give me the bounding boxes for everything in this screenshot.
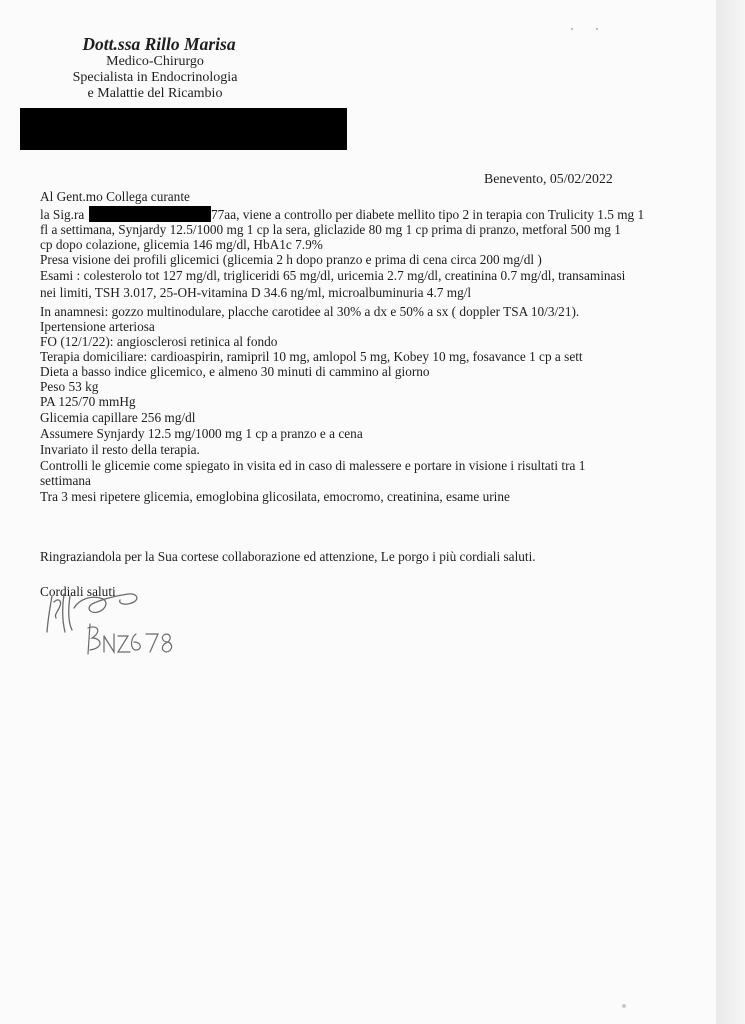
closing: Cordiali saluti — [40, 584, 116, 599]
exams-line-2: nei limiti, TSH 3.017, 25-OH-vitamina D 34.6 ng/ml, microalbuminuria 4.7 mg/l — [40, 285, 472, 300]
patient-prefix: la Sig.ra — [40, 207, 85, 222]
patient-line: 77aa, viene a controllo per diabete mellito tipo 2 in terapia con Trulicity 1.5 mg 1 — [211, 207, 645, 222]
redacted-address-block — [20, 108, 347, 150]
redacted-patient-name — [89, 206, 211, 222]
handwritten-signature — [40, 588, 220, 658]
prescription: Assumere Synjardy 12.5 mg/1000 mg 1 cp a pranzo e a cena — [40, 426, 363, 441]
fundus-exam: FO (12/1/22): angiosclerosi retinica al fondo — [40, 334, 278, 349]
capillary-glycemia: Glicemia capillare 256 mg/dl — [40, 410, 196, 425]
hypertension: Ipertensione arteriosa — [40, 319, 155, 334]
blood-pressure: PA 125/70 mmHg — [40, 394, 136, 409]
weight: Peso 53 kg — [40, 379, 99, 394]
glycemic-profiles: Presa visione dei profili glicemici (glicemia 2 h dopo pranzo e prima di cena circa 200 mg/dl ) — [40, 252, 542, 267]
controls-line-2: settimana — [40, 473, 91, 488]
doctor-specialty: Specialista in Endocrinologia — [72, 70, 238, 85]
place-date: Benevento, 05/02/2022 — [484, 171, 613, 186]
doctor-specialty-cont: e Malattie del Ricambio — [87, 86, 223, 101]
letterhead — [40, 34, 270, 102]
exams-line-1: Esami : colesterolo tot 127 mg/dl, trigliceridi 65 mg/dl, uricemia 2.7 mg/dl, creatinina 0.7 mg/dl, transaminasi — [40, 268, 626, 283]
scan-edge — [716, 0, 745, 1024]
doctor-name: Dott.ssa Rillo Marisa — [82, 34, 236, 54]
followup: Tra 3 mesi ripetere glicemia, emoglobina glicosilata, emocromo, creatinina, esame urine — [40, 489, 510, 504]
anamnesis: In anamnesi: gozzo multinodulare, placche carotidee al 30% a dx e 50% a sx ( doppler TSA 10/3/21). — [40, 304, 580, 319]
home-therapy: Terapia domiciliare: cardioaspirin, ramipril 10 mg, amlopol 5 mg, Kobey 10 mg, fosavance 1 cp a sett — [40, 349, 583, 364]
therapy-line-2: fl a settimana, Synjardy 12.5/1000 mg 1 cp la sera, gliclazide 80 mg 1 cp prima di pranzo, metforal 500 mg 1 — [40, 222, 621, 237]
therapy-unchanged: Invariato il resto della terapia. — [40, 442, 200, 457]
doctor-title: Medico-Chirurgo — [106, 54, 204, 69]
thanks: Ringraziandola per la Sua cortese collaborazione ed attenzione, Le porgo i più cordiali saluti. — [40, 549, 536, 564]
diet: Dieta a basso indice glicemico, e almeno 30 minuti di cammino al giorno — [40, 364, 430, 379]
salutation: Al Gent.mo Collega curante — [40, 189, 190, 204]
therapy-line-3: cp dopo colazione, glicemia 146 mg/dl, HbA1c 7.9% — [40, 237, 323, 252]
controls-line-1: Controlli le glicemie come spiegato in visita ed in caso di malessere e portare in visione i risultati tra 1 — [40, 458, 586, 473]
